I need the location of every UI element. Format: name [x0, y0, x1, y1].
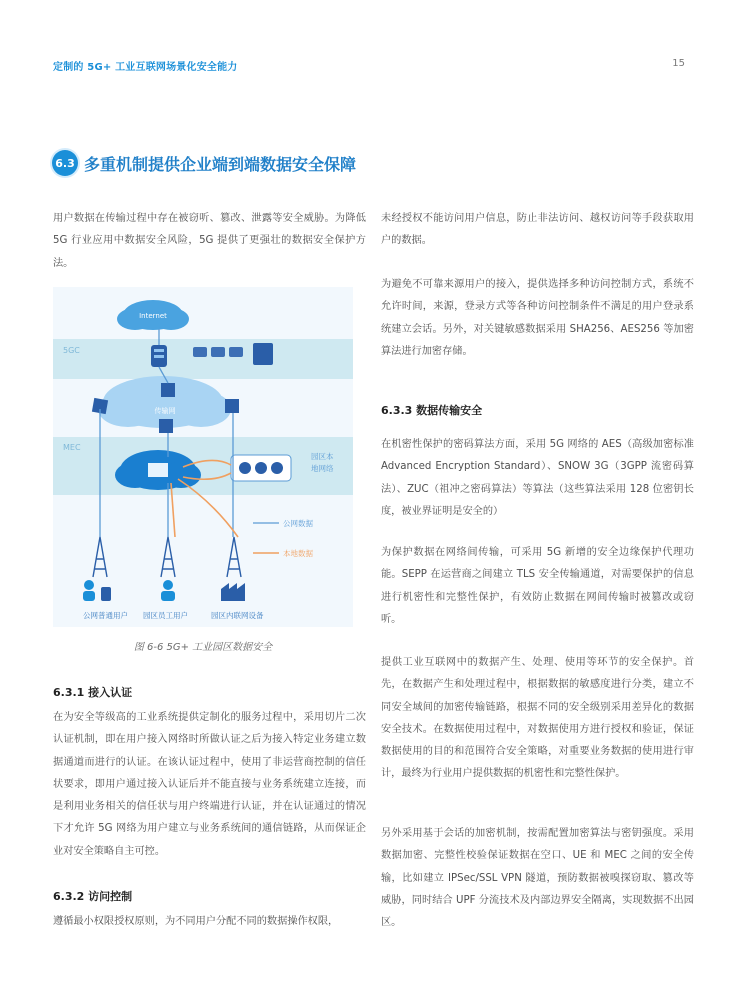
- access-auth-section: [53, 707, 366, 863]
- session-encryption-paragraph: 另外采用基于会话的加密机制，按需配置加密算法与密钥强度。采用数据加密、完整性校验保证数据在空口、UE 和 MEC 之间的安全传输，比如建立 IPSec/SSL VPN 隧道，预防数据被嗅探窃取、篡改等威胁，同时结合 UPF 分流技术及内部边界安全隔离，实现数据不出园区。: [381, 828, 694, 929]
- figure-caption: 图 6-6 5G+ 工业园区数据安全: [133, 642, 273, 653]
- access-auth-paragraph: 在为安全等级高的工业系统提供定制化的服务过程中，采用切片二次认证机制，即在用户接入网络时所做认证之后为接入特定业务建立数据通道而进行的认证。在该认证过程中，使用了非运营商控制的信任状要求，即用户通过接入认证后并不能直接与业务系统建立连接，而是利用业务相关的信任状与用户终端进行认证，并在认证通过的情况下才允许 5G 网络为用户建立与业务系统间的通信链路，从而保证企业对安全策略自主可控。: [53, 712, 366, 857]
- transport-security-algorithms: [381, 434, 694, 523]
- campus-network-label-1: 园区本: [311, 452, 334, 461]
- right-column-top: [381, 208, 694, 253]
- legend-public-label: 公网数据: [283, 519, 313, 528]
- algorithms-paragraph: 在机密性保护的密码算法方面，采用 5G 网络的 AES（高级加密标准 Advanced Encryption Standard）、SNOW 3G（3GPP 流密码算法）、ZUC（祖冲之密码算法）等算法（这些算法采用 128 位密钥长度，被业界证明是安全的）: [381, 439, 694, 517]
- page-header-title: 定制的 5G+ 工业互联网场景化安全能力: [53, 62, 238, 73]
- band-5gc-label: 5GC: [63, 346, 80, 355]
- staff-user-icon: [161, 580, 175, 601]
- lifecycle-paragraph: 提供工业互联网中的数据产生、处理、使用等环节的安全保护。首先，在数据产生和处理过程中，根据数据的敏感度进行分类，建立不同安全域间的加密传输链路，根据不同的安全级别采用差异化的数据安全技术。在数据使用过程中，对数据使用方进行授权和验证，保证数据使用的目的和范围符合安全策略，对重要业务数据的使用进行审计，最终为行业用户提供数据的机密性和完整性保护。: [381, 657, 694, 780]
- access-control-section: [53, 911, 366, 933]
- section-number-badge: 6.3: [52, 150, 78, 176]
- subsection-title-transport-security: 6.3.3 数据传输安全: [381, 404, 483, 417]
- transport-security-sepp: [381, 542, 694, 631]
- sepp-paragraph: 为保护数据在网络间传输，可采用 5G 新增的安全边缘保护代理功能。SEPP 在运营商之间建立 TLS 安全传输通道，对需要保护的信息进行机密性和完整性保护，有效防止数据在网间传输时被篡改或窃听。: [381, 547, 694, 625]
- staff-user-label: 园区员工用户: [143, 611, 188, 620]
- intro-paragraph: 用户数据在传输过程中存在被窃听、篡改、泄露等安全威胁。为降低 5G 行业应用中数据安全风险，5G 提供了更强壮的数据安全保护方法。: [53, 213, 366, 269]
- section-title: 多重机制提供企业端到端数据安全保障: [84, 154, 357, 174]
- campus-network-label-2: 地网络: [311, 464, 334, 473]
- campus-data-security-figure: [53, 287, 353, 627]
- transport-security-session: [381, 823, 694, 934]
- legend-local-label: 本地数据: [283, 549, 313, 558]
- access-control-paragraph: 遵循最小权限授权原则，为不同用户分配不同的数据操作权限，: [53, 916, 339, 927]
- band-mec-label: MEC: [63, 443, 81, 452]
- internet-cloud-icon: [117, 300, 189, 330]
- transport-label: 传输网: [154, 407, 176, 415]
- public-user-label: 公网普通用户: [83, 611, 128, 620]
- section-heading: [52, 150, 356, 176]
- core-router-icon: [151, 345, 167, 367]
- subsection-title-access-control: 6.3.2 访问控制: [53, 890, 133, 903]
- base-station-icons: [93, 537, 241, 577]
- access-control-continued: 未经授权不能访问用户信息，防止非法访问、越权访问等手段获取用户的数据。: [381, 213, 694, 247]
- page-number: 15: [672, 58, 685, 69]
- transport-security-lifecycle: [381, 652, 694, 786]
- band-mec: [53, 437, 353, 495]
- band-5gc: [53, 339, 353, 379]
- iot-device-label: 园区内联网设备: [211, 611, 264, 620]
- public-user-icon: [83, 580, 111, 601]
- factory-iot-icon: [221, 583, 245, 601]
- campus-network-icon: [231, 455, 291, 481]
- subsection-title-access-auth: 6.3.1 接入认证: [53, 686, 133, 699]
- network-diagram: [53, 287, 353, 627]
- internet-label: Internet: [139, 312, 167, 320]
- left-intro: [53, 208, 366, 275]
- right-column-auth-methods: [381, 274, 694, 363]
- auth-methods-paragraph: 为避免不可靠来源用户的接入，提供选择多种访问控制方式，系统不允许时间，来源，登录方式等各种访问控制条件不满足的用户登录系统建立会话。另外，对关键敏感数据采用 SHA256、AES256 等加密算法进行加密存储。: [381, 279, 694, 357]
